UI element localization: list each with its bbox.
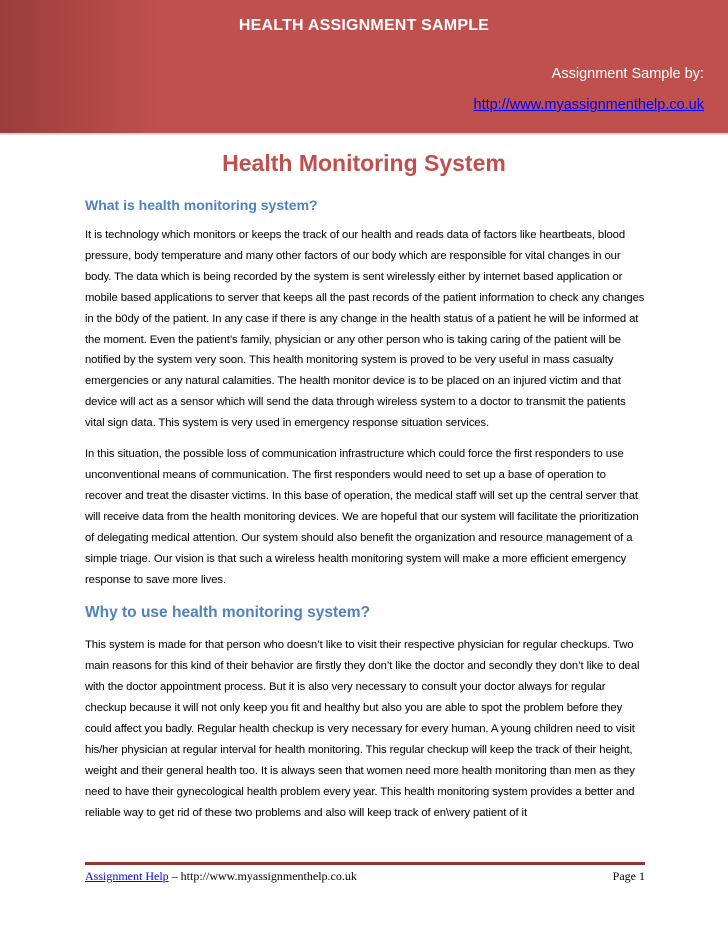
header-banner (0, 0, 728, 135)
paragraph: It is technology which monitors or keeps the track of our health and reads data of factors like heartbeats, blood pressure, body temperature and many other factors of our body which are responsible for vital changes in our body. The data which is being recorded by the system is sent wirelessly either by internet based application or mobile based applications to server that keeps all the past records of the patient information to check any changes in the b0dy of the patient. In any case if there is any change in the health status of a patient he will be informed at the moment. Even the patient’s family, physician or any other person who is taking caring of the patient will be notified by the system very soon. This health monitoring system is proved to be very useful in mass casualty emergencies or any natural calamities. The health monitor device is to be placed on an injured victim and that device will act as a sensor which will send the data through wireless system to a doctor to transmit the patients vital sign data. This system is very used in emergency response situation services. (85, 229, 645, 430)
document-body (85, 197, 645, 824)
banner-title: HEALTH ASSIGNMENT SAMPLE (238, 17, 490, 34)
website-link[interactable]: http://www.myassignmenthelp.co.uk (473, 97, 704, 113)
page-number: Page 1 (612, 869, 645, 883)
document-title: Health Monitoring System (222, 150, 506, 176)
paragraph: This system is made for that person who doesn’t like to visit their respective physician for regular checkups. Two main reasons for this kind of their behavior are firstly they don’t like the doctor and secondly they don’t like to deal with the doctor appointment process. But it is also very necessary to consult your doctor always for regular checkup because it will not only keep you fit and healthy but also you are able to spot the problem before they could affect you badly. Regular health checkup is very necessary for every human. A young children need to visit his/her physician at regular interval for health monitoring. This regular checkup will keep the track of their height, weight and their general health too. It is always seen that women need more health monitoring than men as they need to have their gynecological health problem every year. This health monitoring system provides a better and reliable way to get rid of these two problems and also will keep track of en\very patient of it (85, 639, 640, 819)
assignment-by-label: Assignment Sample by: (551, 66, 704, 82)
footer-url-text: – http://www.myassignmenthelp.co.uk (168, 869, 357, 883)
paragraph: In this situation, the possible loss of communication infrastructure which could force the first responders to use unconventional means of communication. The first responders would need to set up a base of operation to recover and treat the disaster victims. In this base of operation, the medical staff will set up the central server that will receive data from the health monitoring devices. We are hopeful that our system will facilitate the prioritization of delegating medical attention. Our system should also benefit the organization and resource management of a simple triage. Our vision is that such a wireless health monitoring system will make a more efficient emergency response to save more lives. (85, 448, 639, 586)
section-heading-why: Why to use health monitoring system? (85, 604, 371, 622)
section-heading-what: What is health monitoring system? (85, 197, 318, 213)
page-footer (85, 862, 645, 884)
footer-assignment-help-link[interactable]: Assignment Help (85, 869, 169, 883)
